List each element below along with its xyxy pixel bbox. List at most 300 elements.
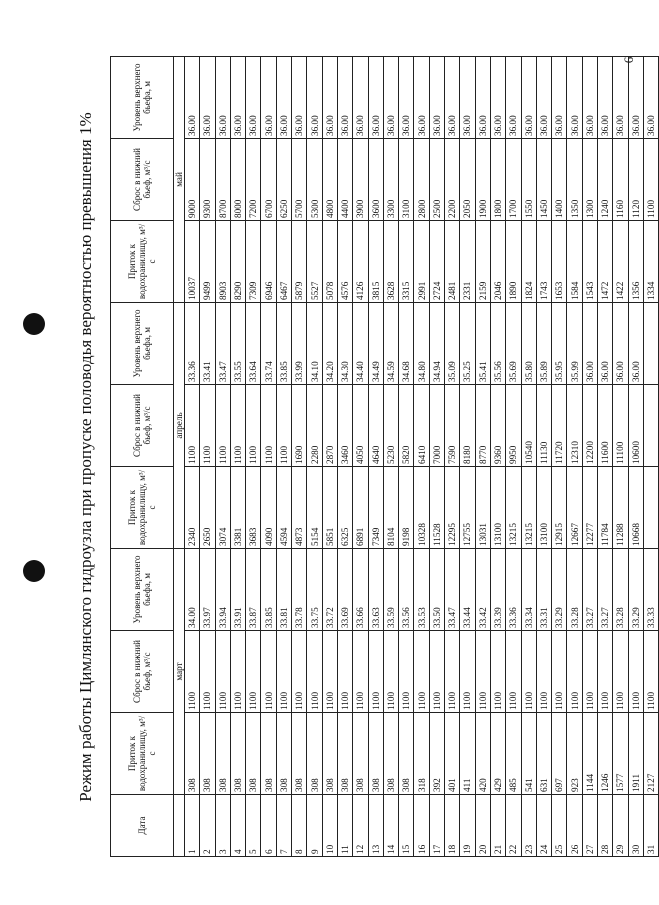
discharge-cell: 1400 xyxy=(552,139,567,221)
date-cell: 11 xyxy=(337,795,352,857)
level-cell: 33.64 xyxy=(246,303,261,385)
inflow-cell: 420 xyxy=(475,713,490,795)
inflow-cell: 308 xyxy=(230,713,245,795)
inflow-cell: 4873 xyxy=(292,467,307,549)
level-cell: 33.97 xyxy=(200,549,215,631)
level-cell: 33.29 xyxy=(628,549,643,631)
table-row xyxy=(200,57,215,857)
discharge-cell: 3600 xyxy=(368,139,383,221)
level-cell: 33.31 xyxy=(536,549,551,631)
table-row xyxy=(414,57,429,857)
binder-hole xyxy=(23,313,45,335)
discharge-cell: 2050 xyxy=(460,139,475,221)
inflow-cell: 308 xyxy=(399,713,414,795)
level-cell: 33.39 xyxy=(490,549,505,631)
discharge-cell: 11600 xyxy=(598,385,613,467)
inflow-cell: 8104 xyxy=(383,467,398,549)
table-row xyxy=(246,57,261,857)
level-cell: 36.00 xyxy=(521,57,536,139)
discharge-cell: 10600 xyxy=(628,385,643,467)
inflow-cell: 2650 xyxy=(200,467,215,549)
discharge-cell: 4640 xyxy=(368,385,383,467)
level-cell: 35.95 xyxy=(552,303,567,385)
level-cell: 35.56 xyxy=(490,303,505,385)
date-cell: 5 xyxy=(246,795,261,857)
level-cell: 33.59 xyxy=(383,549,398,631)
discharge-cell: 10540 xyxy=(521,385,536,467)
discharge-cell: 1100 xyxy=(215,631,230,713)
inflow-cell: 308 xyxy=(215,713,230,795)
inflow-cell: 3683 xyxy=(246,467,261,549)
discharge-cell: 1100 xyxy=(383,631,398,713)
inflow-cell: 7349 xyxy=(368,467,383,549)
table-row xyxy=(628,57,643,857)
level-cell: 36.00 xyxy=(414,57,429,139)
discharge-cell: 1160 xyxy=(613,139,628,221)
date-cell: 21 xyxy=(490,795,505,857)
inflow-cell: 9499 xyxy=(200,221,215,303)
level-cell: 35.80 xyxy=(521,303,536,385)
discharge-cell: 1100 xyxy=(307,631,322,713)
discharge-cell: 5230 xyxy=(383,385,398,467)
level-cell: 33.94 xyxy=(215,549,230,631)
discharge-cell: 3900 xyxy=(353,139,368,221)
level-cell: 35.99 xyxy=(567,303,582,385)
inflow-cell: 308 xyxy=(383,713,398,795)
discharge-cell: 11720 xyxy=(552,385,567,467)
inflow-cell: 12277 xyxy=(582,467,597,549)
inflow-cell: 1246 xyxy=(598,713,613,795)
discharge-cell: 1100 xyxy=(230,631,245,713)
inflow-cell: 13215 xyxy=(521,467,536,549)
discharge-cell: 8700 xyxy=(215,139,230,221)
inflow-cell: 1543 xyxy=(582,221,597,303)
discharge-cell: 12200 xyxy=(582,385,597,467)
table-row xyxy=(383,57,398,857)
table-row xyxy=(582,57,597,857)
level-cell: 33.85 xyxy=(276,303,291,385)
flood-regime-table xyxy=(110,56,659,857)
date-cell: 2 xyxy=(200,795,215,857)
date-cell: 4 xyxy=(230,795,245,857)
inflow-cell: 401 xyxy=(445,713,460,795)
inflow-cell: 308 xyxy=(276,713,291,795)
discharge-cell: 1100 xyxy=(475,631,490,713)
inflow-cell: 1653 xyxy=(552,221,567,303)
discharge-cell: 1100 xyxy=(521,631,536,713)
level-cell: 36.00 xyxy=(475,57,490,139)
discharge-cell: 1100 xyxy=(506,631,521,713)
blank-cell xyxy=(174,795,185,857)
discharge-cell: 8180 xyxy=(460,385,475,467)
inflow-cell: 485 xyxy=(506,713,521,795)
level-cell: 33.78 xyxy=(292,549,307,631)
level-cell: 36.00 xyxy=(613,303,628,385)
level-cell: 36.00 xyxy=(552,57,567,139)
inflow-cell: 392 xyxy=(429,713,444,795)
level-cell: 33.63 xyxy=(368,549,383,631)
level-cell: 33.50 xyxy=(429,549,444,631)
date-cell: 1 xyxy=(185,795,200,857)
date-cell: 29 xyxy=(613,795,628,857)
discharge-cell: 1240 xyxy=(598,139,613,221)
inflow-cell: 12295 xyxy=(445,467,460,549)
discharge-cell: 1100 xyxy=(246,385,261,467)
inflow-cell: 429 xyxy=(490,713,505,795)
discharge-cell: 1100 xyxy=(414,631,429,713)
level-cell: 36.00 xyxy=(230,57,245,139)
level-cell: 33.55 xyxy=(230,303,245,385)
inflow-cell: 3381 xyxy=(230,467,245,549)
discharge-cell: 1450 xyxy=(536,139,551,221)
inflow-cell: 3315 xyxy=(399,221,414,303)
discharge-cell: 2500 xyxy=(429,139,444,221)
inflow-cell: 308 xyxy=(185,713,200,795)
inflow-cell: 4126 xyxy=(353,221,368,303)
col-header-inflow: Приток к водохранилищу, м³/с xyxy=(111,713,174,795)
date-cell: 3 xyxy=(215,795,230,857)
discharge-cell: 1100 xyxy=(598,631,613,713)
discharge-cell: 2280 xyxy=(307,385,322,467)
rotated-page-content xyxy=(70,57,657,857)
inflow-cell: 1334 xyxy=(643,221,658,303)
discharge-cell: 1100 xyxy=(215,385,230,467)
level-cell: 33.28 xyxy=(567,549,582,631)
level-cell: 36.00 xyxy=(276,57,291,139)
inflow-cell xyxy=(643,467,658,549)
discharge-cell: 7200 xyxy=(246,139,261,221)
discharge-cell: 1120 xyxy=(628,139,643,221)
inflow-cell: 11528 xyxy=(429,467,444,549)
level-cell: 36.00 xyxy=(353,57,368,139)
level-cell: 33.81 xyxy=(276,549,291,631)
discharge-cell: 1690 xyxy=(292,385,307,467)
inflow-cell: 2127 xyxy=(643,713,658,795)
discharge-cell: 6700 xyxy=(261,139,276,221)
level-cell: 36.00 xyxy=(200,57,215,139)
table-row xyxy=(399,57,414,857)
col-header-level: Уровень верхнего бьефа, м xyxy=(111,549,174,631)
inflow-cell: 5527 xyxy=(307,221,322,303)
inflow-cell: 1911 xyxy=(628,713,643,795)
discharge-cell: 1100 xyxy=(490,631,505,713)
month-label-april: апрель xyxy=(174,303,185,549)
date-cell: 20 xyxy=(475,795,490,857)
level-cell: 33.91 xyxy=(230,549,245,631)
level-cell: 33.27 xyxy=(598,549,613,631)
inflow-cell: 3815 xyxy=(368,221,383,303)
inflow-cell: 2331 xyxy=(460,221,475,303)
level-cell: 35.69 xyxy=(506,303,521,385)
inflow-cell: 541 xyxy=(521,713,536,795)
discharge-cell: 1100 xyxy=(445,631,460,713)
date-cell: 19 xyxy=(460,795,475,857)
date-cell: 22 xyxy=(506,795,521,857)
discharge-cell: 1100 xyxy=(460,631,475,713)
level-cell: 34.20 xyxy=(322,303,337,385)
inflow-cell: 2159 xyxy=(475,221,490,303)
col-header-discharge: Сброс в нижний бьеф, м³/с xyxy=(111,139,174,221)
discharge-cell: 9360 xyxy=(490,385,505,467)
inflow-cell: 10328 xyxy=(414,467,429,549)
discharge-cell: 8770 xyxy=(475,385,490,467)
level-cell: 33.29 xyxy=(552,549,567,631)
date-cell: 28 xyxy=(598,795,613,857)
level-cell: 36.00 xyxy=(307,57,322,139)
discharge-cell: 4400 xyxy=(337,139,352,221)
table-row xyxy=(552,57,567,857)
discharge-cell: 9000 xyxy=(185,139,200,221)
discharge-cell: 1550 xyxy=(521,139,536,221)
inflow-cell: 11288 xyxy=(613,467,628,549)
level-cell: 36.00 xyxy=(582,303,597,385)
discharge-cell: 7000 xyxy=(429,385,444,467)
discharge-cell: 1100 xyxy=(276,385,291,467)
inflow-cell: 5078 xyxy=(322,221,337,303)
inflow-cell: 2991 xyxy=(414,221,429,303)
level-cell xyxy=(643,303,658,385)
inflow-cell: 6325 xyxy=(337,467,352,549)
level-cell: 33.42 xyxy=(475,549,490,631)
inflow-cell: 4090 xyxy=(261,467,276,549)
date-cell: 23 xyxy=(521,795,536,857)
level-cell: 36.00 xyxy=(536,57,551,139)
level-cell: 33.33 xyxy=(643,549,658,631)
inflow-cell: 631 xyxy=(536,713,551,795)
level-cell: 36.00 xyxy=(460,57,475,139)
discharge-cell: 5700 xyxy=(292,139,307,221)
table-row xyxy=(230,57,245,857)
discharge-cell: 11100 xyxy=(613,385,628,467)
inflow-cell: 308 xyxy=(337,713,352,795)
inflow-cell: 308 xyxy=(322,713,337,795)
discharge-cell: 9300 xyxy=(200,139,215,221)
table-row xyxy=(475,57,490,857)
inflow-cell: 923 xyxy=(567,713,582,795)
discharge-cell: 1100 xyxy=(536,631,551,713)
discharge-cell: 1100 xyxy=(200,385,215,467)
inflow-cell: 5154 xyxy=(307,467,322,549)
table-row xyxy=(261,57,276,857)
level-cell: 36.00 xyxy=(445,57,460,139)
level-cell: 36.00 xyxy=(215,57,230,139)
inflow-cell: 308 xyxy=(200,713,215,795)
discharge-cell: 3300 xyxy=(383,139,398,221)
page-title: Режим работы Цимлянского гидроузла при пропуске половодья вероятностью превышения 1% xyxy=(76,112,95,802)
table-row xyxy=(598,57,613,857)
discharge-cell: 1100 xyxy=(582,631,597,713)
inflow-cell: 2046 xyxy=(490,221,505,303)
level-cell: 35.41 xyxy=(475,303,490,385)
table-row xyxy=(185,57,200,857)
inflow-cell: 2340 xyxy=(185,467,200,549)
level-cell: 36.00 xyxy=(567,57,582,139)
inflow-cell: 308 xyxy=(292,713,307,795)
inflow-cell: 2481 xyxy=(445,221,460,303)
level-cell: 34.00 xyxy=(185,549,200,631)
table-row xyxy=(322,57,337,857)
inflow-cell: 308 xyxy=(307,713,322,795)
discharge-cell: 1100 xyxy=(552,631,567,713)
table-row xyxy=(445,57,460,857)
inflow-cell: 1890 xyxy=(506,221,521,303)
inflow-cell: 4594 xyxy=(276,467,291,549)
discharge-cell: 2870 xyxy=(322,385,337,467)
level-cell: 36.00 xyxy=(399,57,414,139)
discharge-cell: 6410 xyxy=(414,385,429,467)
table-row xyxy=(506,57,521,857)
col-header-discharge: Сброс в нижний бьеф, м³/с xyxy=(111,385,174,467)
inflow-cell: 9198 xyxy=(399,467,414,549)
discharge-cell: 1100 xyxy=(628,631,643,713)
level-cell: 33.53 xyxy=(414,549,429,631)
level-cell: 35.25 xyxy=(460,303,475,385)
inflow-cell: 5879 xyxy=(292,221,307,303)
date-cell: 13 xyxy=(368,795,383,857)
level-cell: 34.49 xyxy=(368,303,383,385)
date-cell: 25 xyxy=(552,795,567,857)
inflow-cell: 2724 xyxy=(429,221,444,303)
discharge-cell: 1100 xyxy=(261,631,276,713)
level-cell: 33.69 xyxy=(337,549,352,631)
date-cell: 10 xyxy=(322,795,337,857)
level-cell: 35.09 xyxy=(445,303,460,385)
level-cell: 36.00 xyxy=(368,57,383,139)
inflow-cell: 411 xyxy=(460,713,475,795)
inflow-cell: 697 xyxy=(552,713,567,795)
discharge-cell: 1300 xyxy=(582,139,597,221)
discharge-cell: 1100 xyxy=(185,631,200,713)
discharge-cell: 1350 xyxy=(567,139,582,221)
table-row xyxy=(353,57,368,857)
inflow-cell: 12667 xyxy=(567,467,582,549)
level-cell: 36.00 xyxy=(185,57,200,139)
level-cell: 33.27 xyxy=(582,549,597,631)
table-row xyxy=(215,57,230,857)
inflow-cell: 308 xyxy=(246,713,261,795)
discharge-cell: 1100 xyxy=(643,631,658,713)
table-row xyxy=(429,57,444,857)
level-cell: 36.00 xyxy=(582,57,597,139)
discharge-cell: 7590 xyxy=(445,385,460,467)
date-cell: 17 xyxy=(429,795,444,857)
level-cell: 36.00 xyxy=(383,57,398,139)
discharge-cell: 1800 xyxy=(490,139,505,221)
level-cell: 36.00 xyxy=(598,303,613,385)
discharge-cell: 1100 xyxy=(261,385,276,467)
discharge-cell: 5820 xyxy=(399,385,414,467)
table-row xyxy=(643,57,658,857)
discharge-cell: 1100 xyxy=(292,631,307,713)
level-cell: 36.00 xyxy=(337,57,352,139)
table-row xyxy=(368,57,383,857)
table-row xyxy=(536,57,551,857)
col-header-inflow: Приток к водохранилищу, м³/с xyxy=(111,221,174,303)
inflow-cell: 1422 xyxy=(613,221,628,303)
level-cell: 36.00 xyxy=(613,57,628,139)
inflow-cell: 1584 xyxy=(567,221,582,303)
inflow-cell: 12755 xyxy=(460,467,475,549)
inflow-cell: 13215 xyxy=(506,467,521,549)
discharge-cell: 1100 xyxy=(230,385,245,467)
level-cell: 34.40 xyxy=(353,303,368,385)
level-cell: 33.47 xyxy=(215,303,230,385)
header-row xyxy=(111,57,174,857)
table-row xyxy=(521,57,536,857)
level-cell: 33.75 xyxy=(307,549,322,631)
discharge-cell: 4800 xyxy=(322,139,337,221)
discharge-cell: 3100 xyxy=(399,139,414,221)
date-cell: 9 xyxy=(307,795,322,857)
discharge-cell: 2800 xyxy=(414,139,429,221)
level-cell: 36.00 xyxy=(643,57,658,139)
level-cell: 33.66 xyxy=(353,549,368,631)
discharge-cell: 1700 xyxy=(506,139,521,221)
discharge-cell: 1100 xyxy=(337,631,352,713)
inflow-cell: 11784 xyxy=(598,467,613,549)
date-cell: 26 xyxy=(567,795,582,857)
inflow-cell: 1356 xyxy=(628,221,643,303)
level-cell: 33.85 xyxy=(261,549,276,631)
level-cell: 33.28 xyxy=(613,549,628,631)
discharge-cell: 1100 xyxy=(200,631,215,713)
date-cell: 27 xyxy=(582,795,597,857)
level-cell: 34.59 xyxy=(383,303,398,385)
date-cell: 18 xyxy=(445,795,460,857)
inflow-cell: 1144 xyxy=(582,713,597,795)
table-row xyxy=(276,57,291,857)
inflow-cell: 13100 xyxy=(490,467,505,549)
col-header-discharge: Сброс в нижний бьеф, м³/с xyxy=(111,631,174,713)
level-cell: 33.36 xyxy=(185,303,200,385)
level-cell: 34.80 xyxy=(414,303,429,385)
date-cell: 24 xyxy=(536,795,551,857)
level-cell: 34.68 xyxy=(399,303,414,385)
discharge-cell: 1100 xyxy=(567,631,582,713)
discharge-cell: 12310 xyxy=(567,385,582,467)
col-header-level: Уровень верхнего бьефа, м xyxy=(111,303,174,385)
inflow-cell: 10668 xyxy=(628,467,643,549)
discharge-cell: 1100 xyxy=(368,631,383,713)
level-cell: 36.00 xyxy=(292,57,307,139)
discharge-cell: 1100 xyxy=(185,385,200,467)
inflow-cell: 8903 xyxy=(215,221,230,303)
month-row xyxy=(174,57,185,857)
discharge-cell xyxy=(643,385,658,467)
date-cell: 31 xyxy=(643,795,658,857)
level-cell: 36.00 xyxy=(429,57,444,139)
level-cell: 36.00 xyxy=(261,57,276,139)
inflow-cell: 6891 xyxy=(353,467,368,549)
level-cell: 36.00 xyxy=(246,57,261,139)
binder-hole xyxy=(23,560,45,582)
inflow-cell: 3628 xyxy=(383,221,398,303)
col-header-date: Дата xyxy=(111,795,174,857)
discharge-cell: 4050 xyxy=(353,385,368,467)
inflow-cell: 10037 xyxy=(185,221,200,303)
page-number: 6 xyxy=(621,56,636,64)
date-cell: 16 xyxy=(414,795,429,857)
discharge-cell: 1100 xyxy=(276,631,291,713)
discharge-cell: 1100 xyxy=(353,631,368,713)
discharge-cell: 2200 xyxy=(445,139,460,221)
level-cell: 33.99 xyxy=(292,303,307,385)
discharge-cell: 11130 xyxy=(536,385,551,467)
discharge-cell: 8000 xyxy=(230,139,245,221)
level-cell: 33.41 xyxy=(200,303,215,385)
discharge-cell: 1100 xyxy=(246,631,261,713)
table-row xyxy=(613,57,628,857)
